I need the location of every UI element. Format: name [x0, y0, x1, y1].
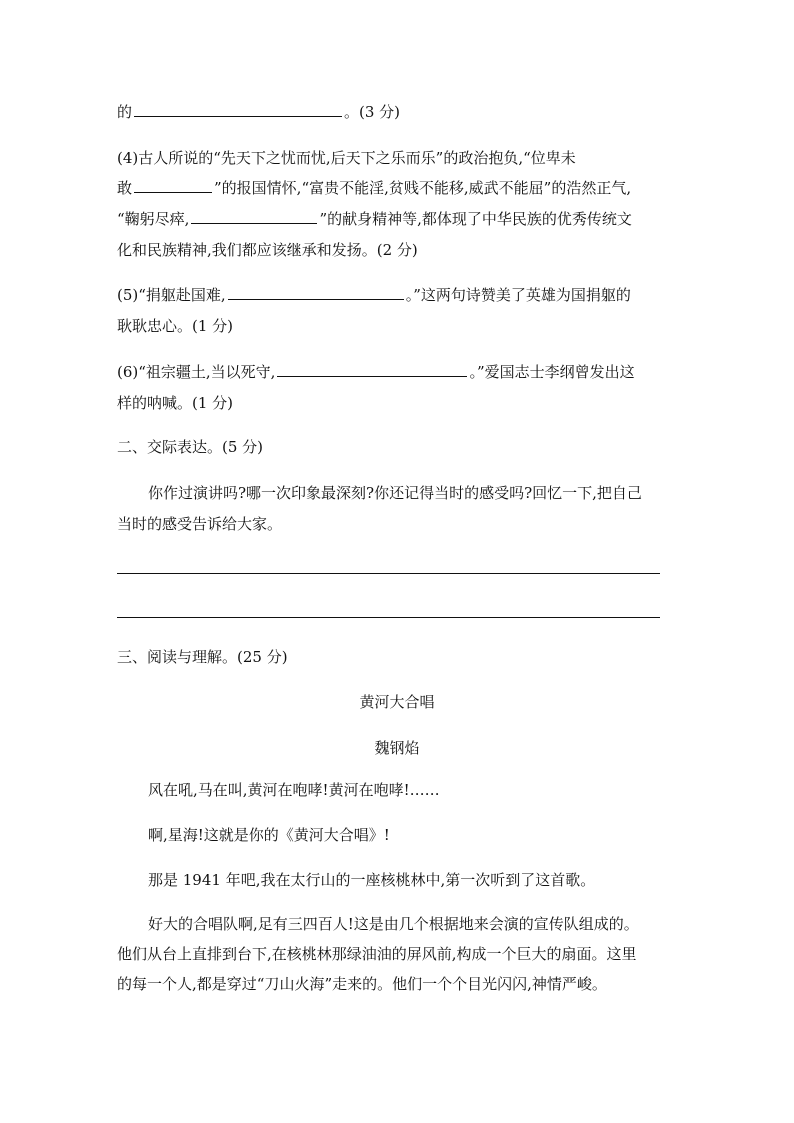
- section2-prompt-line1: 你作过演讲吗?哪一次印象最深刻?你还记得当时的感受吗?回忆一下,把自己: [148, 484, 642, 502]
- q4-line3-pre: “鞠躬尽瘁,: [117, 210, 190, 228]
- q5-line2: 耿耿忠心。(1 分): [117, 317, 234, 335]
- q1-post-text: 。(3 分): [344, 103, 401, 121]
- passage-paragraph-4-line2: 他们从台上直排到台下,在核桃林那绿油油的屏风前,构成一个巨大的扇面。这里: [117, 945, 637, 963]
- q4-line2: [117, 178, 631, 198]
- section3-heading: 三、阅读与理解。(25 分): [117, 648, 288, 666]
- q1-pre-text: 的: [117, 103, 133, 121]
- passage-paragraph-3: 那是 1941 年吧,我在太行山的一座核桃林中,第一次听到了这首歌。: [148, 871, 596, 889]
- q4-line1: (4)古人所说的“先天下之忧而忧,后天下之乐而乐”的政治抱负,“位卑未: [117, 149, 576, 167]
- q6-line1: [117, 362, 635, 382]
- passage-author: 魏钢焰: [374, 739, 420, 757]
- passage-paragraph-2: 啊,星海!这就是你的《黄河大合唱》!: [148, 826, 390, 844]
- q1-continuation: [117, 102, 400, 122]
- q6-line1-post: 。”爱国志士李纲曾发出这: [469, 363, 635, 381]
- q5-line1: [117, 285, 631, 305]
- q6-line1-pre: (6)“祖宗疆土,当以死守,: [117, 363, 276, 381]
- q5-line1-post: 。”这两句诗赞美了英雄为国捐躯的: [405, 286, 631, 304]
- q5-line1-pre: (5)“捐躯赴国难,: [117, 286, 226, 304]
- q6-line2: 样的呐喊。(1 分): [117, 394, 234, 412]
- q4-answer-blank-1[interactable]: [134, 178, 212, 193]
- q6-answer-blank[interactable]: [277, 362, 467, 377]
- section2-prompt-line2: 当时的感受告诉给大家。: [117, 515, 283, 533]
- passage-paragraph-4-line1: 好大的合唱队啊,足有三四百人!这是由几个根据地来会演的宣传队组成的。: [148, 915, 639, 933]
- answer-line-1[interactable]: [117, 573, 660, 574]
- q1-answer-blank[interactable]: [134, 102, 342, 117]
- q5-answer-blank[interactable]: [228, 285, 404, 300]
- q4-line2-post: ”的报国情怀,“富贵不能淫,贫贱不能移,威武不能屈”的浩然正气,: [214, 179, 632, 197]
- section2-heading: 二、交际表达。(5 分): [117, 438, 264, 456]
- passage-paragraph-4-line3: 的每一个人,都是穿过“刀山火海”走来的。他们一个个目光闪闪,神情严峻。: [117, 975, 607, 993]
- q4-line3: [117, 209, 632, 229]
- q4-line4: 化和民族精神,我们都应该继承和发扬。(2 分): [117, 241, 418, 259]
- q4-line3-post: ”的献身精神等,都体现了中华民族的优秀传统文: [319, 210, 632, 228]
- passage-paragraph-1: 风在吼,马在叫,黄河在咆哮!黄河在咆哮!……: [148, 781, 440, 799]
- q4-line2-pre: 敢: [117, 179, 133, 197]
- answer-line-2[interactable]: [117, 617, 660, 618]
- passage-title: 黄河大合唱: [359, 693, 435, 711]
- q4-answer-blank-2[interactable]: [191, 209, 317, 224]
